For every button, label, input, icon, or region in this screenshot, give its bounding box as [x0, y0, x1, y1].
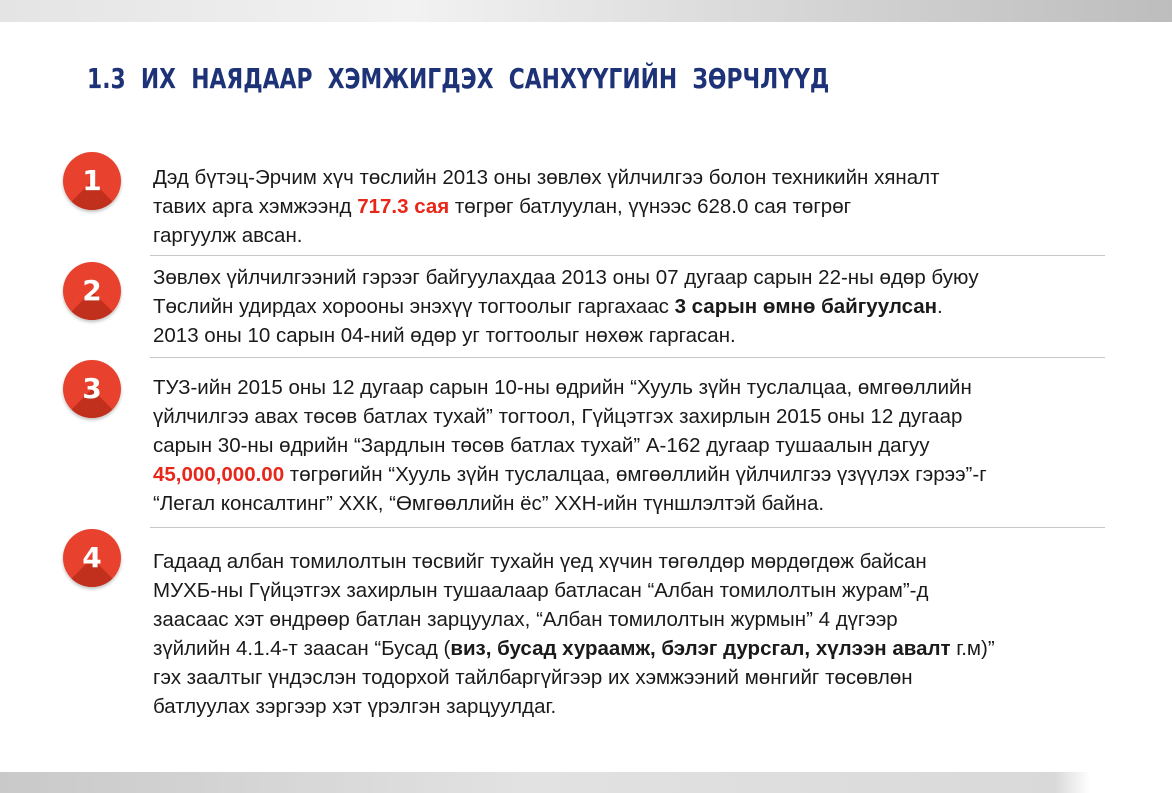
- highlight-bold: виз, бусад хураамж, бэлэг дурсгал, хүлээн авалт: [450, 637, 951, 660]
- item-text-3: [153, 373, 1163, 518]
- item-text-part: ТУЗ-ийн 2015 оны 12 дугаар сарын 10-ны өдрийн “Хууль зүйн туслалцаа, өмгөөллийн үйлчилгээ авах төсөв батлах тухай” тогтоол, Гүйцэтгэх захирлын 2015 оны 12 дугаар сарын 30-ны өдрийн “Зардлын төсөв батлах тухай” А-162 дугаар тушаалын дагуу: [153, 376, 972, 457]
- badge-number: 1: [82, 164, 102, 197]
- highlight-amount: 45,000,000.00: [153, 463, 285, 486]
- divider: [150, 527, 1105, 528]
- divider: [150, 255, 1105, 256]
- item-text-part: төгрөгийн “Хууль зүйн туслалцаа, өмгөөллийн үйлчилгээ үзүүлэх гэрээ”-г “Легал консалтинг” ХХК, “Өмгөөллийн ёс” ХХН-ийн түншлэлтэй байна.: [153, 463, 987, 515]
- highlight-bold: 3 сарын өмнө байгуулсан: [674, 295, 938, 318]
- item-text-part: Дэд бүтэц-Эрчим хүч төслийн 2013 оны зөвлөх үйлчилгээ болон техникийн хяналт тавих арга хэмжээнд: [153, 166, 940, 218]
- top-gradient-band: [0, 0, 1172, 22]
- bottom-gradient-band: [0, 772, 1172, 793]
- badge-number: 3: [82, 372, 102, 405]
- page-title: 1.3 ИХ НАЯДААР ХЭМЖИГДЭХ САНХҮҮГИЙН ЗӨРЧЛҮҮД: [87, 62, 830, 95]
- number-badge-1: [63, 152, 121, 210]
- badge-number: 4: [82, 541, 102, 574]
- number-badge-3: [63, 360, 121, 418]
- item-text-2: [153, 263, 1163, 350]
- number-badge-2: [63, 262, 121, 320]
- item-text-part: . 2013 оны 10 сарын 04-ний өдөр уг тогтоолыг нөхөж гаргасан.: [153, 295, 943, 347]
- item-text-1: [153, 163, 1163, 250]
- number-badge-4: [63, 529, 121, 587]
- item-text-part: Гадаад албан томилолтын төсвийг тухайн үед хүчин төгөлдөр мөрдөгдөж байсан МУХБ-ны Гүйцэтгэх захирлын тушаалаар батласан “Албан томилолтын журам”-д заасаас хэт өндрөөр батлан зарцуулах, “Албан томилолтын журмын” 4 дүгээр зүйлийн 4.1.4-т заасан “Бусад (: [153, 550, 929, 660]
- item-text-part: төгрөг батлуулан, үүнээс 628.0 сая төгрөг гаргуулж авсан.: [153, 195, 852, 247]
- item-text-part: г.м)” гэх заалтыг үндэслэн тодорхой тайлбаргүйгээр их хэмжээний мөнгийг төсөвлөн батлуулах зэргээр хэт үрэлгэн зарцуулдаг.: [153, 637, 995, 718]
- badge-number: 2: [82, 274, 102, 307]
- divider: [150, 357, 1105, 358]
- highlight-amount: 717.3 сая: [357, 195, 450, 218]
- item-text-part: Зөвлөх үйлчилгээний гэрээг байгуулахдаа 2013 оны 07 дугаар сарын 22-ны өдөр буюу Төслийн удирдах хорооны энэхүү тогтоолыг гаргахаас: [153, 266, 979, 318]
- item-text-4: [153, 547, 1163, 721]
